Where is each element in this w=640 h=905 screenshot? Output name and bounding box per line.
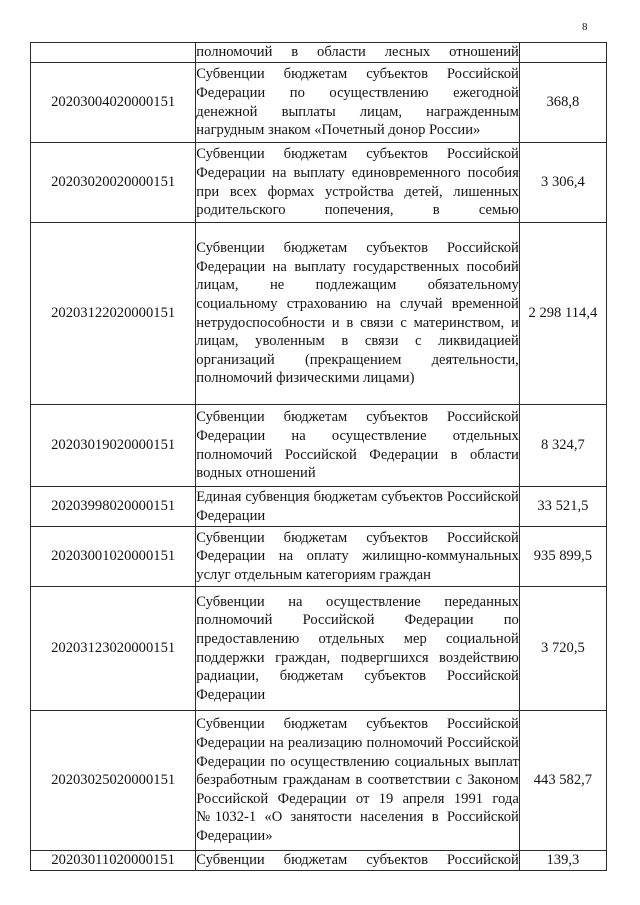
budget-code: 20203011020000151 xyxy=(31,851,196,871)
budget-code: 20203122020000151 xyxy=(31,223,196,405)
budget-amount: 2 298 114,4 xyxy=(519,223,606,405)
table-row xyxy=(31,223,607,405)
budget-code: 20203004020000151 xyxy=(31,63,196,143)
budget-code: 20203123020000151 xyxy=(31,587,196,711)
table-row xyxy=(31,587,607,711)
budget-description: Субвенции на осуществление переданных полномочий Российской Федерации по предоставлению отдельных мер социальной поддержки граждан, подвергшихся воздействию радиации, бюджетам субъектов Российской Федерации xyxy=(196,587,520,711)
budget-amount: 935 899,5 xyxy=(519,527,606,587)
budget-description: Субвенции бюджетам субъектов Российской xyxy=(196,851,520,871)
budget-description: Единая субвенция бюджетам субъектов Российской Федерации xyxy=(196,487,520,527)
budget-amount: 33 521,5 xyxy=(519,487,606,527)
budget-amount xyxy=(519,43,606,63)
budget-code xyxy=(31,43,196,63)
table-row xyxy=(31,43,607,63)
budget-description: Субвенции бюджетам субъектов Российской Федерации по осуществлению ежегодной денежной выплаты лицам, награжденным нагрудным знаком «Почетный донор России» xyxy=(196,63,520,143)
budget-amount: 139,3 xyxy=(519,851,606,871)
table-row xyxy=(31,405,607,487)
budget-description: Субвенции бюджетам субъектов Российской Федерации на выплату единовременного пособия при всех формах устройства детей, лишенных родительского попечения, в семью xyxy=(196,143,520,223)
budget-code: 20203020020000151 xyxy=(31,143,196,223)
table-row xyxy=(31,143,607,223)
budget-code: 20203025020000151 xyxy=(31,711,196,851)
budget-code: 20203001020000151 xyxy=(31,527,196,587)
budget-description: Субвенции бюджетам субъектов Российской Федерации на реализацию полномочий Российской Федерации по осуществлению социальных выплат безработным гражданам в соответствии с Законом Российской Федерации от 19 апреля 1991 года №1032-1 «О занятости населения в Российской Федерации» xyxy=(196,711,520,851)
table-row xyxy=(31,63,607,143)
budget-code: 20203019020000151 xyxy=(31,405,196,487)
budget-amount: 8 324,7 xyxy=(519,405,606,487)
table-row xyxy=(31,527,607,587)
budget-description: Субвенции бюджетам субъектов Российской Федерации на оплату жилищно-коммунальных услуг отдельным категориям граждан xyxy=(196,527,520,587)
budget-amount: 3 306,4 xyxy=(519,143,606,223)
budget-table xyxy=(30,42,607,871)
budget-description: полномочий в области лесных отношений xyxy=(196,43,520,63)
budget-description: Субвенции бюджетам субъектов Российской Федерации на выплату государственных пособий лицам, не подлежащим обязательному социальному страхованию на случай временной нетрудоспособности и в связи с материнством, и лицам, уволенным в связи с ликвидацией организаций (прекращением деятельности, полномочий физическими лицами) xyxy=(196,223,520,405)
budget-code: 20203998020000151 xyxy=(31,487,196,527)
table-row xyxy=(31,487,607,527)
table-row xyxy=(31,851,607,871)
budget-amount: 443 582,7 xyxy=(519,711,606,851)
budget-amount: 368,8 xyxy=(519,63,606,143)
budget-amount: 3 720,5 xyxy=(519,587,606,711)
page-number: 8 xyxy=(582,21,588,33)
table-row xyxy=(31,711,607,851)
budget-description: Субвенции бюджетам субъектов Российской Федерации на осуществление отдельных полномочий Российской Федерации в области водных отношений xyxy=(196,405,520,487)
